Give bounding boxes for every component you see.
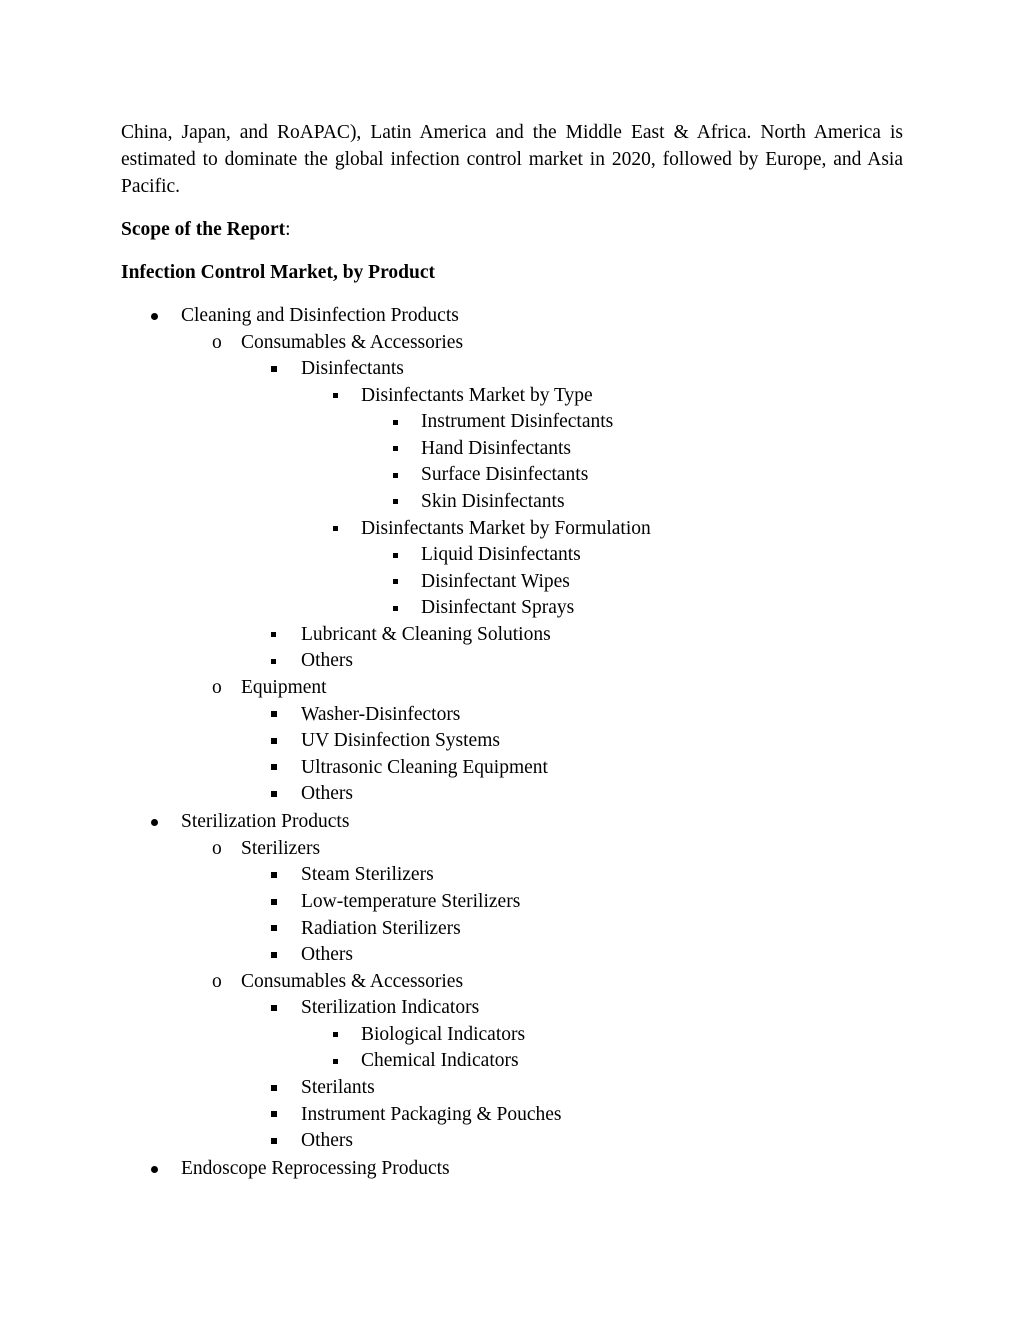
outline-item bbox=[0, 809, 1024, 836]
outline-item bbox=[0, 462, 1024, 489]
square-bullet-icon bbox=[271, 889, 281, 916]
outline-item-label: Cleaning and Disinfection Products bbox=[181, 305, 459, 326]
outline-item bbox=[0, 1075, 1024, 1102]
square-bullet-icon bbox=[271, 356, 281, 383]
square-bullet-icon bbox=[271, 995, 281, 1022]
outline-item-label: Surface Disinfectants bbox=[421, 464, 589, 486]
outline-item-label: Biological Indicators bbox=[361, 1023, 526, 1045]
outline-item-label: Disinfectants Market by Formulation bbox=[361, 517, 651, 539]
square-bullet-icon bbox=[271, 1075, 281, 1102]
small-square-bullet-icon bbox=[333, 1048, 343, 1075]
circle-bullet-icon bbox=[212, 836, 222, 863]
outline-item bbox=[0, 969, 1024, 996]
circle-bullet-icon bbox=[212, 969, 222, 996]
outline-item-label: Skin Disinfectants bbox=[421, 490, 565, 512]
small-square-bullet-icon bbox=[393, 409, 403, 436]
square-bullet-icon bbox=[271, 755, 281, 782]
scope-heading-label: Scope of the Report bbox=[121, 219, 286, 240]
disc-bullet-icon bbox=[151, 303, 161, 330]
outline-item-label: Steam Sterilizers bbox=[301, 864, 434, 886]
square-bullet-icon bbox=[271, 728, 281, 755]
small-square-bullet-icon bbox=[393, 436, 403, 463]
outline-item bbox=[0, 569, 1024, 596]
outline-item-label: Consumables & Accessories bbox=[241, 970, 464, 992]
square-bullet-icon bbox=[271, 781, 281, 808]
outline-item bbox=[0, 356, 1024, 383]
outline-item bbox=[0, 383, 1024, 410]
outline-item-label: Radiation Sterilizers bbox=[301, 917, 461, 939]
outline-item bbox=[0, 728, 1024, 755]
square-bullet-icon bbox=[271, 942, 281, 969]
outline-item-label: Others bbox=[301, 944, 353, 966]
outline-item-label: Sterilants bbox=[301, 1077, 375, 1099]
outline-item bbox=[0, 702, 1024, 729]
outline-item bbox=[0, 595, 1024, 622]
small-square-bullet-icon bbox=[333, 516, 343, 543]
circle-bullet-icon bbox=[212, 330, 222, 357]
outline-item bbox=[0, 1022, 1024, 1049]
outline-item bbox=[0, 330, 1024, 357]
outline-item bbox=[0, 781, 1024, 808]
outline-item bbox=[0, 489, 1024, 516]
outline-item-label: Equipment bbox=[241, 676, 327, 698]
outline-item bbox=[0, 303, 1024, 330]
outline-item-label: Others bbox=[301, 1130, 353, 1152]
outline-item-label: Disinfectants Market by Type bbox=[361, 384, 593, 406]
outline-item bbox=[0, 675, 1024, 702]
outline-item-label: Disinfectant Wipes bbox=[421, 570, 570, 592]
outline-item-label: Others bbox=[301, 783, 353, 805]
outline-item bbox=[0, 995, 1024, 1022]
outline-item-label: Sterilizers bbox=[241, 837, 321, 859]
outline-item-label: Instrument Packaging & Pouches bbox=[301, 1103, 562, 1125]
square-bullet-icon bbox=[271, 916, 281, 943]
outline-item bbox=[0, 409, 1024, 436]
outline-item bbox=[0, 916, 1024, 943]
outline-item-label: Ultrasonic Cleaning Equipment bbox=[301, 756, 548, 778]
disc-bullet-icon bbox=[151, 809, 161, 836]
square-bullet-icon bbox=[271, 1102, 281, 1129]
outline-item bbox=[0, 1128, 1024, 1155]
outline-item-label: Sterilization Products bbox=[181, 811, 350, 833]
outline-item-label: Low-temperature Sterilizers bbox=[301, 891, 521, 913]
outline-item-label: Sterilization Indicators bbox=[301, 997, 480, 1019]
small-square-bullet-icon bbox=[271, 622, 281, 649]
outline-item bbox=[0, 436, 1024, 463]
small-square-bullet-icon bbox=[393, 489, 403, 516]
outline-item bbox=[0, 942, 1024, 969]
scope-heading-colon: : bbox=[285, 219, 291, 240]
outline-item-label: Disinfectant Sprays bbox=[421, 597, 575, 619]
intro-paragraph: China, Japan, and RoAPAC), Latin America and the Middle East & Africa. North America is estimated to dominate the global infection control market in 2020, followed by Europe, and Asia Pacific. bbox=[121, 122, 903, 197]
outline-item bbox=[0, 755, 1024, 782]
outline-item-label: Endoscope Reprocessing Products bbox=[181, 1158, 450, 1180]
product-heading: Infection Control Market, by Product bbox=[121, 262, 435, 283]
small-square-bullet-icon bbox=[333, 1022, 343, 1049]
outline-item bbox=[0, 862, 1024, 889]
outline-item bbox=[0, 1156, 1024, 1183]
outline-item bbox=[0, 1048, 1024, 1075]
circle-bullet-icon bbox=[212, 675, 222, 702]
square-bullet-icon bbox=[271, 862, 281, 889]
small-square-bullet-icon bbox=[393, 595, 403, 622]
outline-item bbox=[0, 648, 1024, 675]
outline-item bbox=[0, 889, 1024, 916]
square-bullet-icon bbox=[271, 1128, 281, 1155]
small-square-bullet-icon bbox=[393, 569, 403, 596]
small-square-bullet-icon bbox=[333, 383, 343, 410]
outline-item-label: Others bbox=[301, 650, 353, 672]
outline-item bbox=[0, 516, 1024, 543]
small-square-bullet-icon bbox=[393, 542, 403, 569]
outline-item bbox=[0, 542, 1024, 569]
outline-item-label: Disinfectants bbox=[301, 358, 404, 380]
disc-bullet-icon bbox=[151, 1156, 161, 1183]
outline-item bbox=[0, 1102, 1024, 1129]
outline-item-label: Lubricant & Cleaning Solutions bbox=[301, 623, 551, 645]
outline-item-label: Consumables & Accessories bbox=[241, 331, 464, 353]
outline-item bbox=[0, 836, 1024, 863]
outline-item-label: Hand Disinfectants bbox=[421, 437, 572, 459]
square-bullet-icon bbox=[271, 702, 281, 729]
small-square-bullet-icon bbox=[271, 648, 281, 675]
outline-item-label: UV Disinfection Systems bbox=[301, 730, 500, 752]
outline-item-label: Liquid Disinfectants bbox=[421, 544, 581, 566]
outline-item-label: Instrument Disinfectants bbox=[421, 411, 614, 433]
outline-item bbox=[0, 622, 1024, 649]
small-square-bullet-icon bbox=[393, 462, 403, 489]
outline-item-label: Washer-Disinfectors bbox=[301, 703, 461, 725]
outline-item-label: Chemical Indicators bbox=[361, 1050, 519, 1072]
